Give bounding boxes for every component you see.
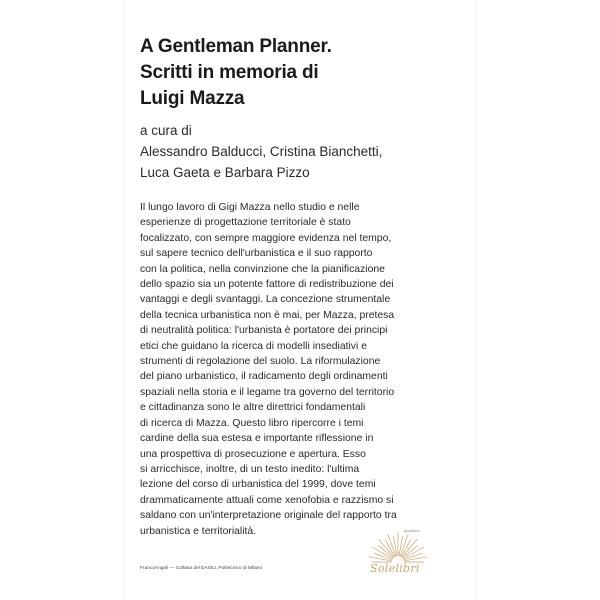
book-title: [140, 34, 460, 112]
editors-block: [140, 120, 460, 183]
description-text: [140, 200, 460, 539]
description-line: sul sapere tecnico dell'urbanistica e il suo rapporto: [140, 248, 373, 260]
logo-small-text: quaderni: [404, 528, 420, 533]
description-line: dello spazio sia un potente fattore di redistribuzione dei: [140, 279, 394, 291]
editors-line: a cura di: [140, 123, 192, 138]
title-line: A Gentleman Planner.: [140, 36, 332, 57]
description-line: di ricerca di Mazza. Questo libro ripercorre i temi: [140, 417, 364, 429]
description-line: focalizzato, con sempre maggiore evidenza nel tempo,: [140, 232, 392, 244]
solelibri-logo: [364, 520, 434, 582]
sun-ray: [393, 536, 396, 556]
description-line: esperienze di progettazione territoriale è stato: [140, 217, 351, 229]
description-line: strumenti di regolazione del suolo. La riformulazione: [140, 356, 381, 368]
description-line: del piano urbanistico, il radicamento degli ordinamenti: [140, 371, 388, 383]
description-line: drammaticamente attuali come xenofobia e razzismo si: [140, 494, 394, 506]
description-line: di neutralità politica: l'urbanista è portatore dei principi: [140, 325, 388, 337]
description-line: saldano con un'interpretazione originale del rapporto tra: [140, 510, 397, 522]
sun-rays-icon: [364, 520, 434, 564]
sun-ray: [374, 553, 393, 560]
publisher-footer: FrancoAngeli — Collana del DAStU, Politecnico di Milano: [140, 566, 263, 571]
logo-brand-text: Solelibri: [370, 562, 420, 575]
editors-line: Luca Gaeta e Barbara Pizzo: [140, 165, 310, 180]
description-line: una prospettiva di prosecuzione e apertura. Esso: [140, 448, 366, 460]
description-line: si arricchisce, inoltre, di un testo inedito: l'ultima: [140, 463, 360, 475]
description-line: cardine della sua estesa e importante riflessione in: [140, 433, 374, 445]
description-line: lezione del corso di urbanistica del 1999, dove temi: [140, 479, 376, 491]
description-line: vantaggi e degli svantaggi. La concezione strumentale: [140, 294, 391, 306]
title-line: Scritti in memoria di: [140, 62, 319, 83]
description-line: spaziali nella storia e il legame tra governo del territorio: [140, 386, 395, 398]
description-line: Il lungo lavoro di Gigi Mazza nello studio e nelle: [140, 202, 360, 213]
description-line: etici che guidano la ricerca di modelli insediativi e: [140, 340, 367, 352]
sun-ray: [399, 536, 402, 556]
description-line: con la politica, nella convinzione che la pianificazione: [140, 263, 385, 275]
title-line: Luigi Mazza: [140, 88, 245, 109]
description-line: e cittadinanza sono le altre direttrici fondamentali: [140, 402, 366, 414]
description-line: della tecnica urbanistica non è mai, per Mazza, pretesa: [140, 309, 395, 321]
description-line: urbanistica e territorialità.: [140, 525, 257, 537]
sun-ray: [404, 553, 423, 560]
editors-line: Alessandro Balducci, Cristina Bianchetti,: [140, 144, 383, 159]
